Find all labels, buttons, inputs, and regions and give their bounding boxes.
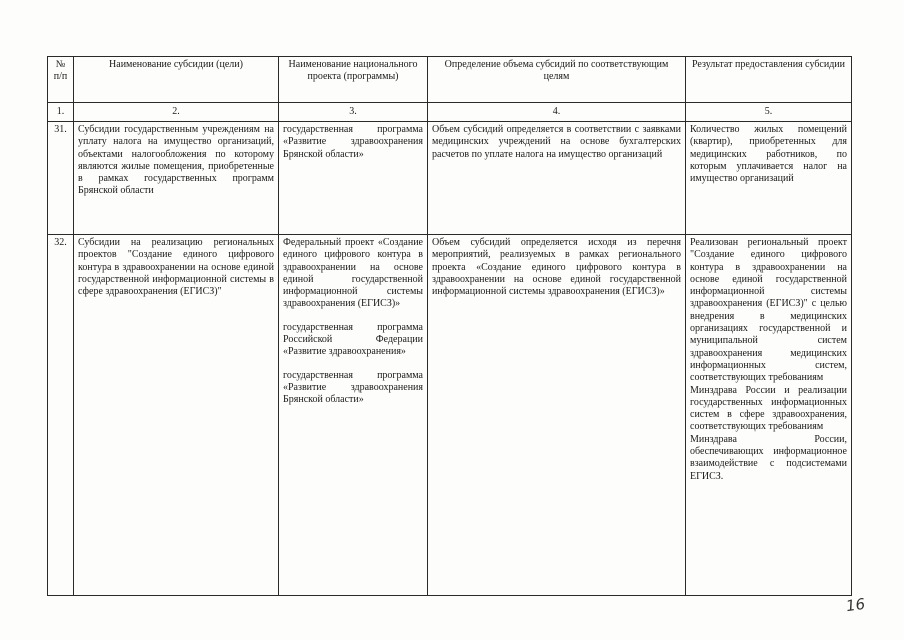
header-number: № п/п (48, 57, 74, 103)
result-paragraph: Реализован региональный проект "Создание единого цифрового контура в здравоохранении на основе единой государственной информационной системы здравоохранения (ЕГИСЗ)" с целью внедрения в медицинских организациях государственной и муниципальной систем здравоохранения медицинских информационных систем, соответствующих требованиям (690, 237, 847, 384)
column-number: 5. (686, 103, 852, 122)
table-header-row (48, 57, 852, 103)
subsidy-table (47, 56, 852, 596)
project-paragraph: государственная программа «Развитие здравоохранения Брянской области» (283, 369, 423, 406)
result-cell (686, 235, 852, 596)
result-cell: Количество жилых помещений (квартир), приобретенных для медицинских работников, по которым уплачивается налог на имущество организаций (686, 122, 852, 235)
column-number: 3. (279, 103, 428, 122)
project-paragraph: государственная программа Российской Федерации «Развитие здравоохранения» (283, 321, 423, 358)
project-cell (279, 122, 428, 235)
column-number-row (48, 103, 852, 122)
header-national-project: Наименование национального проекта (программы) (279, 57, 428, 103)
volume-cell: Объем субсидий определяется в соответствии с заявками медицинских учреждений на основе бухгалтерских расчетов по уплате налога на имущество организаций (428, 122, 686, 235)
handwritten-page-number: 16 (844, 594, 867, 616)
row-number: 31. (48, 122, 74, 235)
subsidy-name-cell: Субсидии на реализацию региональных проектов "Создание единого цифрового контура в здравоохранении на основе единой государственной информационной системы в сфере здравоохранения (ЕГИСЗ)" (74, 235, 279, 596)
result-paragraph: Минздрава России и реализации государственных информационных систем в сфере здравоохранения, соответствующих требованиям (690, 384, 847, 433)
column-number: 2. (74, 103, 279, 122)
table-row (48, 235, 852, 596)
project-paragraph: Федеральный проект «Создание единого цифрового контура в здравоохранении на основе единой государственной информационной системы здравоохранения (ЕГИСЗ)» (283, 237, 423, 310)
project-cell (279, 235, 428, 596)
volume-cell: Объем субсидий определяется исходя из перечня мероприятий, реализуемых в рамках регионального проекта «Создание единого цифрового контура в здравоохранении на основе единой государственной информационной системы здравоохранения (ЕГИСЗ)» (428, 235, 686, 596)
column-number: 4. (428, 103, 686, 122)
row-number: 32. (48, 235, 74, 596)
project-paragraph: государственная программа «Развитие здравоохранения Брянской области» (283, 124, 423, 160)
result-paragraph: Минздрава России, обеспечивающих информационное взаимодействие с подсистемами ЕГИСЗ. (690, 433, 847, 482)
column-number: 1. (48, 103, 74, 122)
subsidy-name-cell: Субсидии государственным учреждениям на уплату налога на имущество организаций, объектами налогообложения по которому являются жилые помещения, приобретенные в рамках государственных программ Брянской области (74, 122, 279, 235)
table-row (48, 122, 852, 235)
header-subsidy-name: Наименование субсидии (цели) (74, 57, 279, 103)
header-volume-definition: Определение объема субсидий по соответствующим целям (428, 57, 686, 103)
header-result: Результат предоставления субсидии (686, 57, 852, 103)
